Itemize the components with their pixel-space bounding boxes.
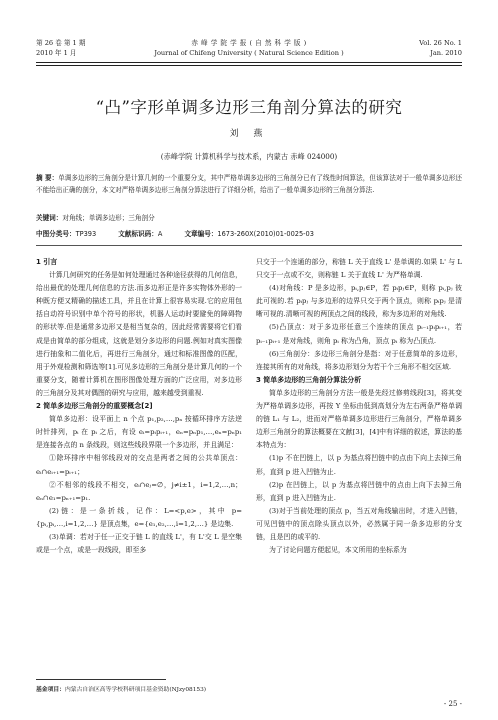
volume-en: Vol. 26 No. 1 bbox=[419, 39, 462, 47]
keywords bbox=[36, 212, 462, 222]
abstract-text: 单调多边形的三角剖分是计算几何的一个重要分支，其中严格单调多边形的三角剖分已有了线性时间算法，但该算法对于一般单调多边形还不能给出正确的剖分，本文对严格单调多边形三角剖分算法进行了详细分析，给出了一般单调多边形的三角剖分算法. bbox=[36, 174, 463, 194]
header-right bbox=[419, 38, 462, 58]
section-heading: 1 引言 bbox=[36, 258, 58, 266]
footnote-text: 内蒙古自治区高等学校科研项目基金资助(NJzy08153) bbox=[65, 687, 207, 693]
volume-issue: 第 26 卷 第 1 期 bbox=[36, 39, 86, 47]
header-rule-thin bbox=[36, 65, 462, 66]
clc-number: 中图分类号：TP393 bbox=[36, 230, 97, 238]
paragraph: 为了讨论问题方便起见，本文所用的坐标系为 bbox=[269, 546, 407, 555]
footnote-rule bbox=[36, 679, 166, 680]
abstract bbox=[36, 172, 462, 196]
article-number: 文章编号：1673-260X(2010)01-0025-03 bbox=[184, 230, 314, 238]
paragraph: ②不相邻的线段不相交，eᵢ∩eⱼ=∅，j≠i±1，i=1,2,…,n；eₙ∩e₁=pₙ₊₁=p₁. bbox=[36, 480, 242, 502]
right-column bbox=[256, 256, 462, 557]
doc-code: 文献标识码：A bbox=[118, 230, 163, 238]
left-column bbox=[36, 256, 242, 557]
header-center bbox=[36, 38, 462, 58]
paragraph: 简单多边形的三角剖分方法一般是先经过修剪线段[3]，将其变为严格单调多边形，再按 Y 坐标由低到高划分为左右两条严格单调的链 L₁ 与 L₂，进而对严格单调多边形进行三角剖分，严格单调多边形三角剖分的算法概要在文献[3]，[4]中有详细的叙述，算法的基本特点为： bbox=[256, 388, 462, 450]
classification bbox=[36, 228, 462, 238]
paragraph: (1)p 不在凹链上，以 p 为基点将凹链中的点由下向上去掉三角形，直到 p 进入凹链为止. bbox=[256, 454, 462, 476]
paragraph: ①除环排序中相邻线段对的交点是两者之间的公共单顶点：eᵢ∩eᵢ₊₁=pᵢ₊₁； bbox=[36, 454, 242, 476]
paragraph: (4)对角线：P 是多边形，pᵢ,pⱼ∈P，若 pᵢpⱼ∈P，则称 pᵢ,pⱼ 彼此可视的.若 pᵢpⱼ 与多边形的边界只交于两个顶点，则称 pᵢpⱼ 是清晰可视的.清晰可视的两顶点之间的线段，称为多边形的对角线. bbox=[256, 284, 462, 319]
keywords-text: 对角线；单调多边形；三角剖分 bbox=[62, 214, 155, 222]
paragraph: (3)对于当前处理的顶点 p，当五对角线输出时，才进入凹链，可见凹链中的顶点除头顶点以外，必然属于同一条多边形的分支链，且是凹的或平的. bbox=[256, 506, 462, 541]
date-en: Jan. 2010 bbox=[430, 49, 462, 57]
section-heading: 3 简单多边形的三角剖分算法分析 bbox=[256, 375, 362, 384]
paragraph: (2)p 在凹链上，以 p 为基点将凹链中的点由上向下去掉三角形，直到 p 进入凹链为止. bbox=[256, 480, 462, 502]
paragraph: 只交于一个连通的部分，称链 L 关于直线 L' 是单调的.如果 L' 与 L 只交于一点或不交，则称链 L 关于直线 L' 为严格单调. bbox=[256, 258, 462, 280]
header-rule bbox=[36, 62, 462, 63]
journal-name-en: Journal of Chifeng University ( Natural Science Edition ) bbox=[154, 49, 344, 57]
paragraph: 计算几何研究的任务是如何处理通过各种途径获得的几何信息，给出最优的处理几何信息的方法.而多边形正是许多实物体外形的一种既方便又精确的描述工具，并且在计算上很容易实现.它的应用包括自动符号识别中单个符号的形状，机器人运动时要避免的障碍物的形状等.但是通常多边形又是相当复杂的，因此经常需要将它们看成是由简单的部分组成，这就是划分多边形的问题.例如对真实图像进行抽象和二值化后，再进行三角剖分，通过和标准图像的匹配，用于外观检测和筛选等[1].可见多边形的三角剖分是计算几何的一个重要分支，随着计算机在图形图像处理方面的广泛应用，对多边形的三角剖分及其对偶图的研究与应用，越来越受到重视. bbox=[36, 271, 242, 397]
paragraph: (3)单调：若对于任一正交于链 L 的直线 L'，有 L'交 L 是空集或是一个点，或是一段线段，即至多 bbox=[36, 532, 242, 555]
page-number: - 25 - bbox=[443, 700, 462, 708]
section-separator bbox=[36, 245, 462, 246]
author: 刘 燕 bbox=[229, 129, 269, 139]
paragraph: (5)凸顶点：对于多边形任意三个连续的顶点 pᵢ₋₁pᵢpᵢ₊₁，若 pᵢ₋₁pᵢ₊₁ 是对角线，则角 pᵢ 称为凸角，顶点 pᵢ 称为凸顶点. bbox=[256, 323, 462, 345]
footnote bbox=[36, 684, 206, 693]
paragraph: (2)链：是一条折线，记作：L=<p,e>，其中 p={pᵢ,pᵢ,…,i=1,2,…} 是顶点集，e={e₁,e₂,…,i=1,2,…} 是边集. bbox=[36, 506, 242, 528]
issue-date: 2010 年 1 月 bbox=[36, 49, 77, 57]
abstract-label: 摘 要： bbox=[36, 174, 59, 182]
paragraph: 简单多边形：设平面上 n 个点 p₁,p₂,…,pₙ 按循环排序方法逆时针排列，pᵢ 在 pᵢ 之后，有设 eᵢ=pᵢpᵢ₊₁，eₙ=pₙp₁,…,eₙ=pₙp₁ 是连接各点的 n 条线段，则这些线段界限一个多边形，并且满足： bbox=[36, 415, 242, 450]
section-heading: 2 简单多边形三角剖分的重要概念[2] bbox=[36, 402, 153, 411]
paragraph: (6)三角剖分：多边形三角剖分是指：对于任意简单的多边形，连接其所有的对角线，将多边形划分为若干个三角形不相交区域. bbox=[256, 349, 462, 371]
journal-name-cn: 赤 峰 学 院 学 报 ( 自 然 科 学 版 ) bbox=[191, 39, 307, 47]
footnote-label: 基金项目： bbox=[36, 687, 65, 693]
affiliation: (赤峰学院 计算机科学与技术系，内蒙古 赤峰 024000) bbox=[160, 152, 338, 161]
keywords-label: 关键词： bbox=[36, 214, 63, 222]
paper-title: “凸”字形单调多边形三角剖分算法的研究 bbox=[95, 98, 403, 117]
